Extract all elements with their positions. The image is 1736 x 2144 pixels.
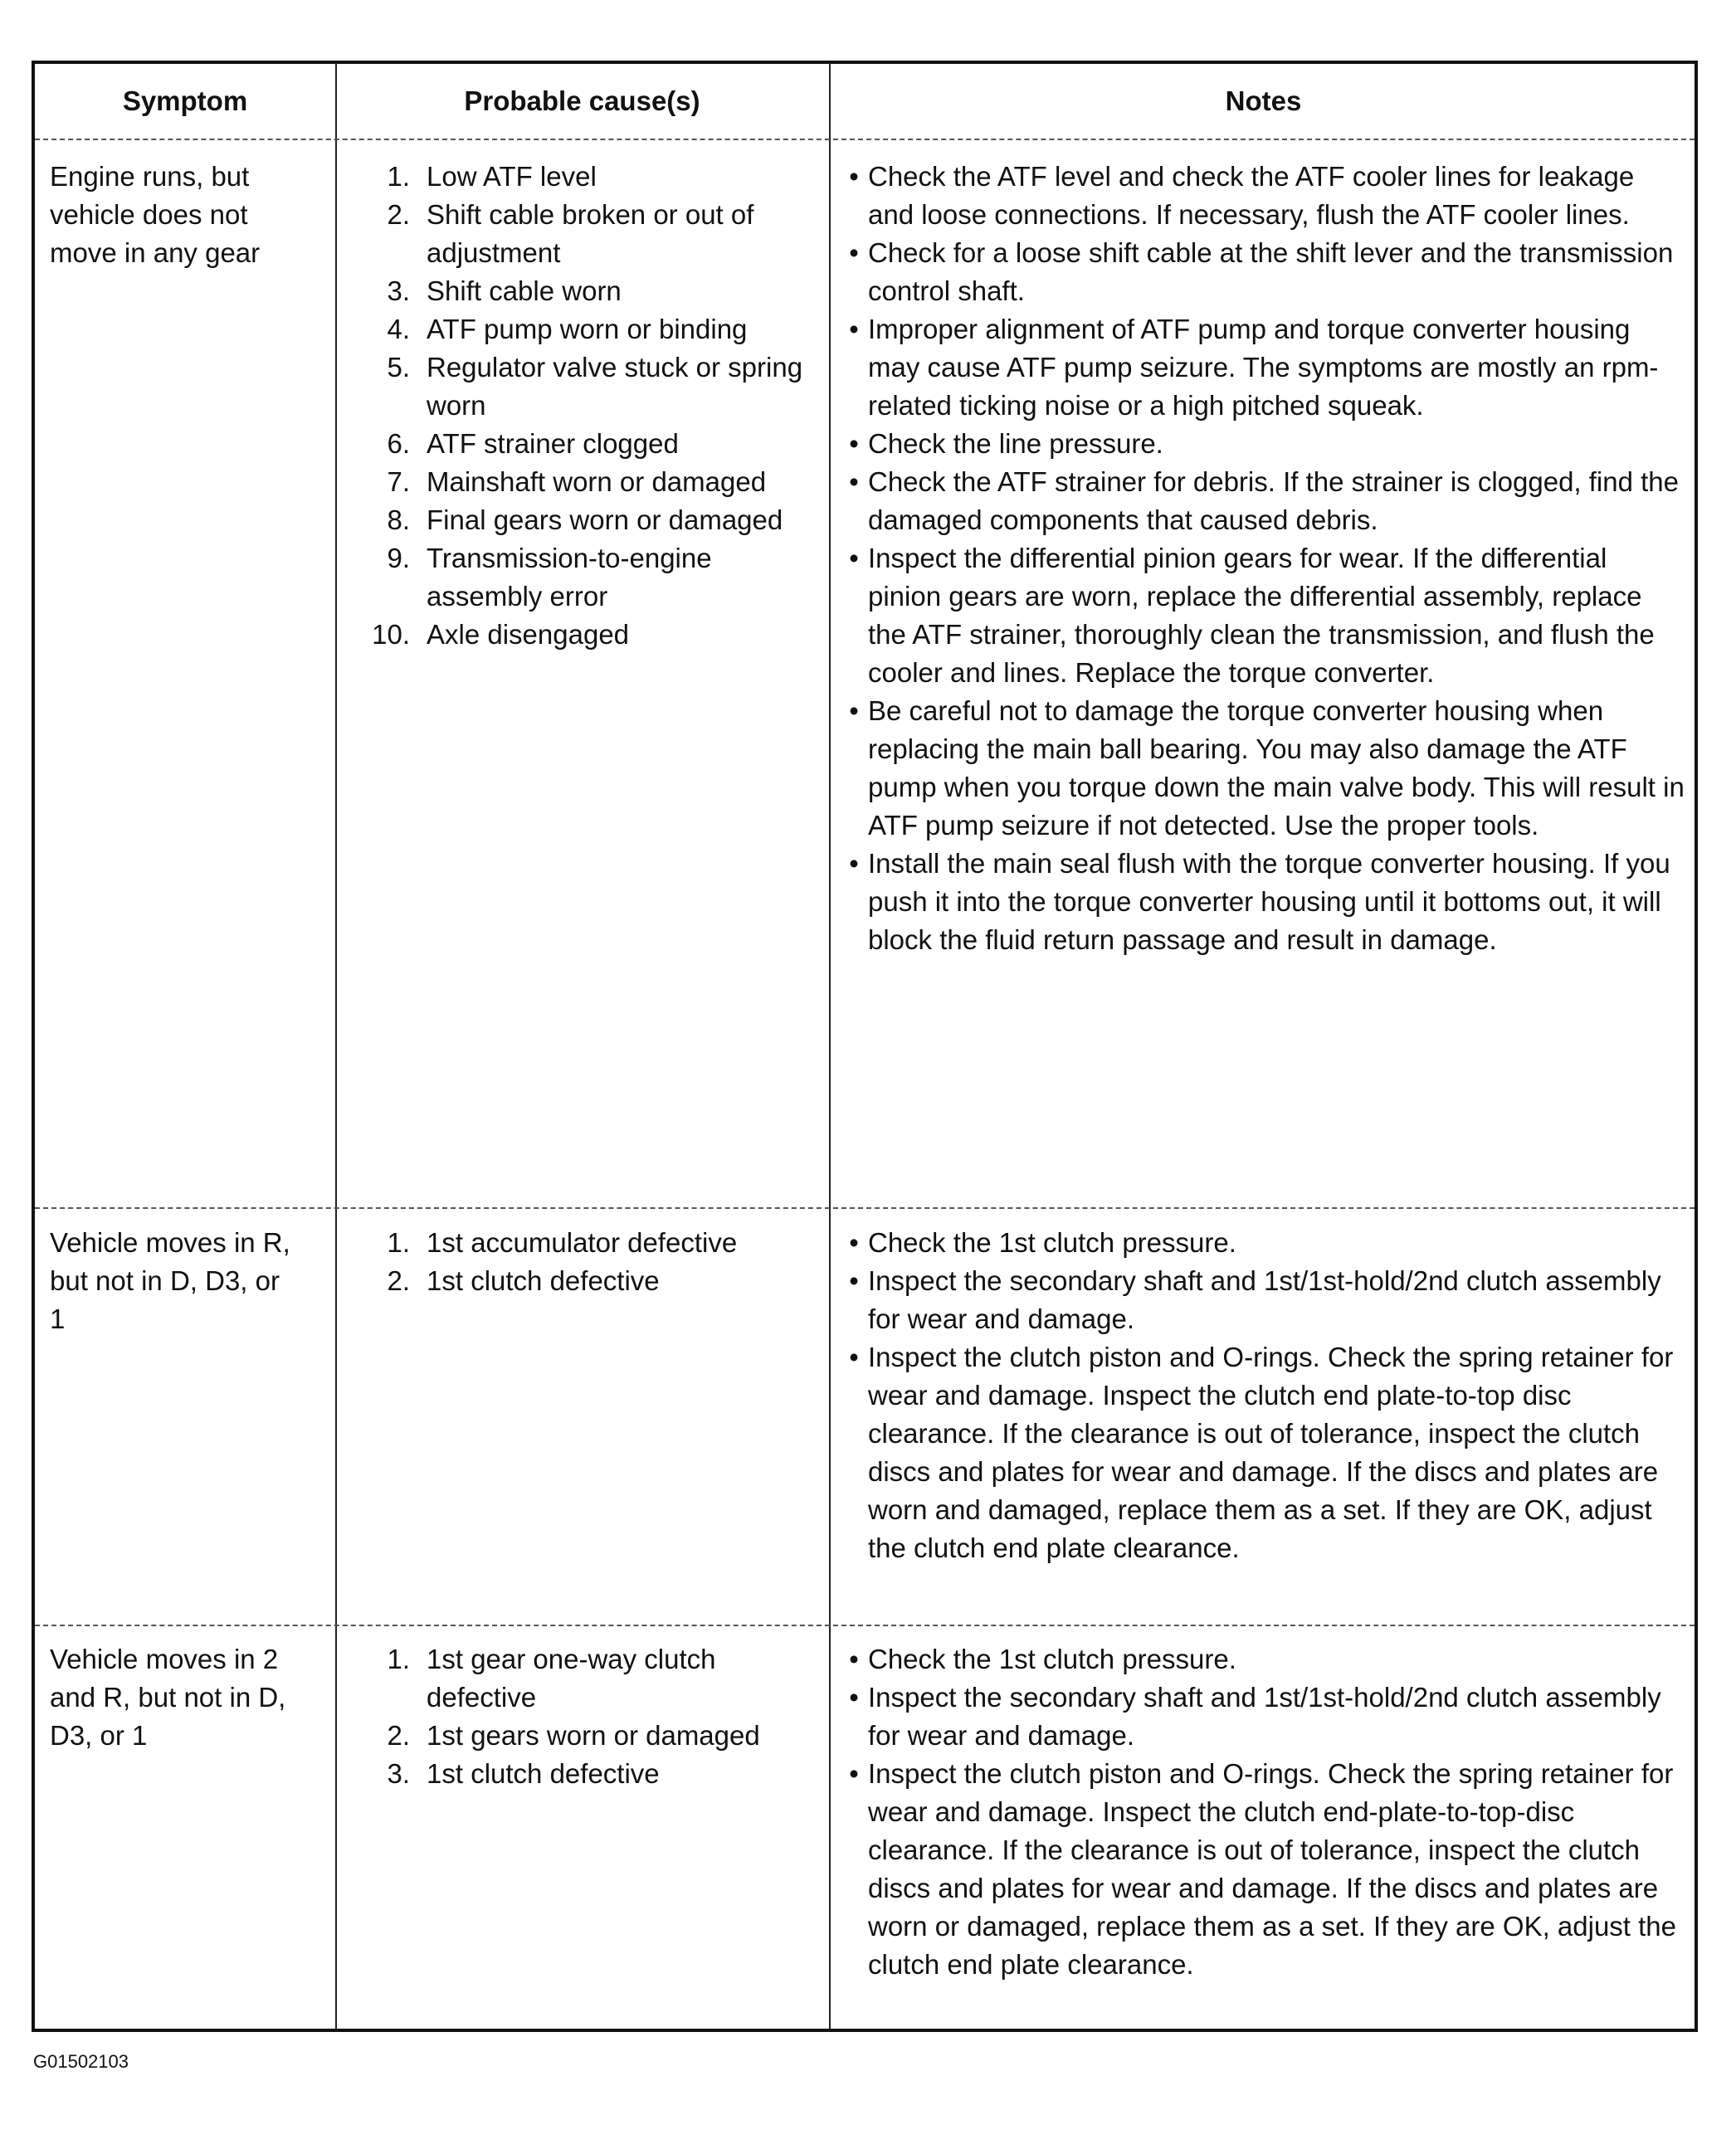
notes-list (840, 158, 1686, 959)
header-probable-causes: Probable cause(s) (464, 85, 700, 116)
cause-item (360, 616, 821, 654)
note-item (840, 539, 1686, 692)
note-text: Inspect the differential pinion gears for wear. If the differential pinion gears are worn, replace the differential assembly, replace the ATF strainer, thoroughly clean the transmission, and flush the cooler and lines. Replace the torque converter. (868, 543, 1655, 688)
note-text: Check the line pressure. (868, 428, 1163, 459)
cause-item (360, 425, 821, 463)
note-item (840, 234, 1686, 310)
row-divider (35, 1625, 1695, 1626)
cause-text: Axle disengaged (427, 619, 630, 650)
cause-item (360, 501, 821, 539)
bullet-icon: • (849, 695, 859, 726)
cause-text: Final gears worn or damaged (427, 504, 783, 535)
bullet-icon: • (849, 848, 859, 879)
note-text: Inspect the secondary shaft and 1st/1st-hold/2nd clutch assembly for wear and damage. (868, 1682, 1661, 1751)
cause-item (360, 1640, 821, 1717)
note-item (840, 425, 1686, 463)
cause-number: 1. (387, 161, 410, 192)
causes-list (360, 1640, 821, 1793)
cause-text: 1st gear one-way clutch defective (427, 1644, 716, 1713)
bullet-icon: • (849, 543, 859, 573)
note-text: Check the 1st clutch pressure. (868, 1227, 1236, 1258)
bullet-icon: • (849, 466, 859, 497)
cause-item (360, 272, 821, 310)
note-item (840, 463, 1686, 539)
figure-id: G01502103 (33, 2051, 129, 2072)
note-item (840, 1224, 1686, 1262)
cause-number: 8. (387, 504, 410, 535)
column-divider (335, 64, 337, 2029)
note-item (840, 1755, 1686, 1984)
cause-item (360, 1262, 821, 1300)
cause-item (360, 1755, 821, 1793)
cause-number: 2. (387, 1265, 410, 1296)
note-item (840, 1262, 1686, 1338)
cause-text: Transmission-to-engine assembly error (427, 543, 712, 612)
cause-text: 1st gears worn or damaged (427, 1720, 760, 1751)
note-text: Check the 1st clutch pressure. (868, 1644, 1236, 1674)
cause-item (360, 348, 821, 425)
symptom-cell: Engine runs, but vehicle does not move in any gear (50, 161, 261, 268)
bullet-icon: • (849, 1265, 859, 1296)
symptom-cell: Vehicle moves in 2 and R, but not in D, D3, or 1 (50, 1644, 286, 1751)
header-notes: Notes (1225, 85, 1302, 116)
column-divider (829, 64, 831, 2029)
cause-number: 9. (387, 543, 410, 573)
cause-text: Low ATF level (427, 161, 597, 192)
cause-number: 10. (372, 619, 410, 650)
cause-text: ATF strainer clogged (427, 428, 679, 459)
cause-text: 1st clutch defective (427, 1265, 660, 1296)
note-text: Be careful not to damage the torque converter housing when replacing the main ball bearing. You may also damage the ATF pump when you torque down the main valve body. This will result in ATF pump seizure if not detected. Use the proper tools. (868, 695, 1685, 841)
notes-list (840, 1224, 1686, 1567)
cause-number: 1. (387, 1644, 410, 1674)
cause-text: 1st accumulator defective (427, 1227, 738, 1258)
note-item (840, 1640, 1686, 1679)
causes-list (360, 1224, 821, 1300)
cause-item (360, 463, 821, 501)
row-divider (35, 139, 1695, 140)
cause-number: 3. (387, 275, 410, 306)
note-text: Check the ATF level and check the ATF cooler lines for leakage and loose connections. If necessary, flush the ATF cooler lines. (868, 161, 1635, 230)
header-symptom: Symptom (122, 85, 248, 116)
cause-text: Regulator valve stuck or spring worn (427, 352, 803, 421)
cause-number: 4. (387, 314, 410, 344)
note-text: Inspect the clutch piston and O-rings. Check the spring retainer for wear and damage. Inspect the clutch end-plate-to-top-disc clearance. If the clearance is out of tolerance, inspect the clutch discs and plates for wear and damage. If the discs and plates are worn or damaged, replace them as a set. If they are OK, adjust the clutch end plate clearance. (868, 1758, 1677, 1980)
cause-number: 1. (387, 1227, 410, 1258)
cause-text: Shift cable broken or out of adjustment (427, 199, 754, 268)
cause-number: 3. (387, 1758, 410, 1789)
row-divider (35, 1207, 1695, 1209)
cause-item (360, 196, 821, 272)
notes-list (840, 1640, 1686, 1984)
cause-number: 5. (387, 352, 410, 383)
bullet-icon: • (849, 1758, 859, 1789)
bullet-icon: • (849, 428, 859, 459)
note-text: Check the ATF strainer for debris. If the strainer is clogged, find the damaged components that caused debris. (868, 466, 1680, 535)
note-item (840, 1679, 1686, 1755)
bullet-icon: • (849, 1227, 859, 1258)
note-item (840, 158, 1686, 234)
bullet-icon: • (849, 237, 859, 268)
cause-item (360, 539, 821, 616)
cause-number: 7. (387, 466, 410, 497)
note-text: Improper alignment of ATF pump and torque converter housing may cause ATF pump seizure. The symptoms are mostly an rpm-related ticking noise or a high pitched squeak. (868, 314, 1659, 421)
bullet-icon: • (849, 1342, 859, 1372)
bullet-icon: • (849, 161, 859, 192)
cause-text: ATF pump worn or binding (427, 314, 748, 344)
cause-item (360, 1717, 821, 1755)
cause-number: 2. (387, 1720, 410, 1751)
cause-item (360, 158, 821, 196)
note-text: Install the main seal flush with the torque converter housing. If you push it into the torque converter housing until it bottoms out, it will block the fluid return passage and result in damage. (868, 848, 1670, 955)
bullet-icon: • (849, 1682, 859, 1713)
note-text: Check for a loose shift cable at the shift lever and the transmission control shaft. (868, 237, 1674, 306)
causes-list (360, 158, 821, 654)
cause-item (360, 1224, 821, 1262)
cause-text: 1st clutch defective (427, 1758, 660, 1789)
troubleshooting-table (32, 61, 1698, 2032)
note-item (840, 692, 1686, 845)
bullet-icon: • (849, 1644, 859, 1674)
bullet-icon: • (849, 314, 859, 344)
symptom-cell: Vehicle moves in R, but not in D, D3, or 1 (50, 1227, 290, 1334)
cause-item (360, 310, 821, 348)
cause-number: 6. (387, 428, 410, 459)
cause-text: Mainshaft worn or damaged (427, 466, 767, 497)
note-item (840, 310, 1686, 425)
cause-text: Shift cable worn (427, 275, 622, 306)
note-item (840, 1338, 1686, 1567)
note-text: Inspect the clutch piston and O-rings. Check the spring retainer for wear and damage. Inspect the clutch end plate-to-top disc clearance. If the clearance is out of tolerance, inspect the clutch discs and plates for wear and damage. If the discs and plates are worn and damaged, replace them as a set. If they are OK, adjust the clutch end plate clearance. (868, 1342, 1674, 1563)
cause-number: 2. (387, 199, 410, 230)
note-text: Inspect the secondary shaft and 1st/1st-hold/2nd clutch assembly for wear and damage. (868, 1265, 1661, 1334)
note-item (840, 845, 1686, 959)
